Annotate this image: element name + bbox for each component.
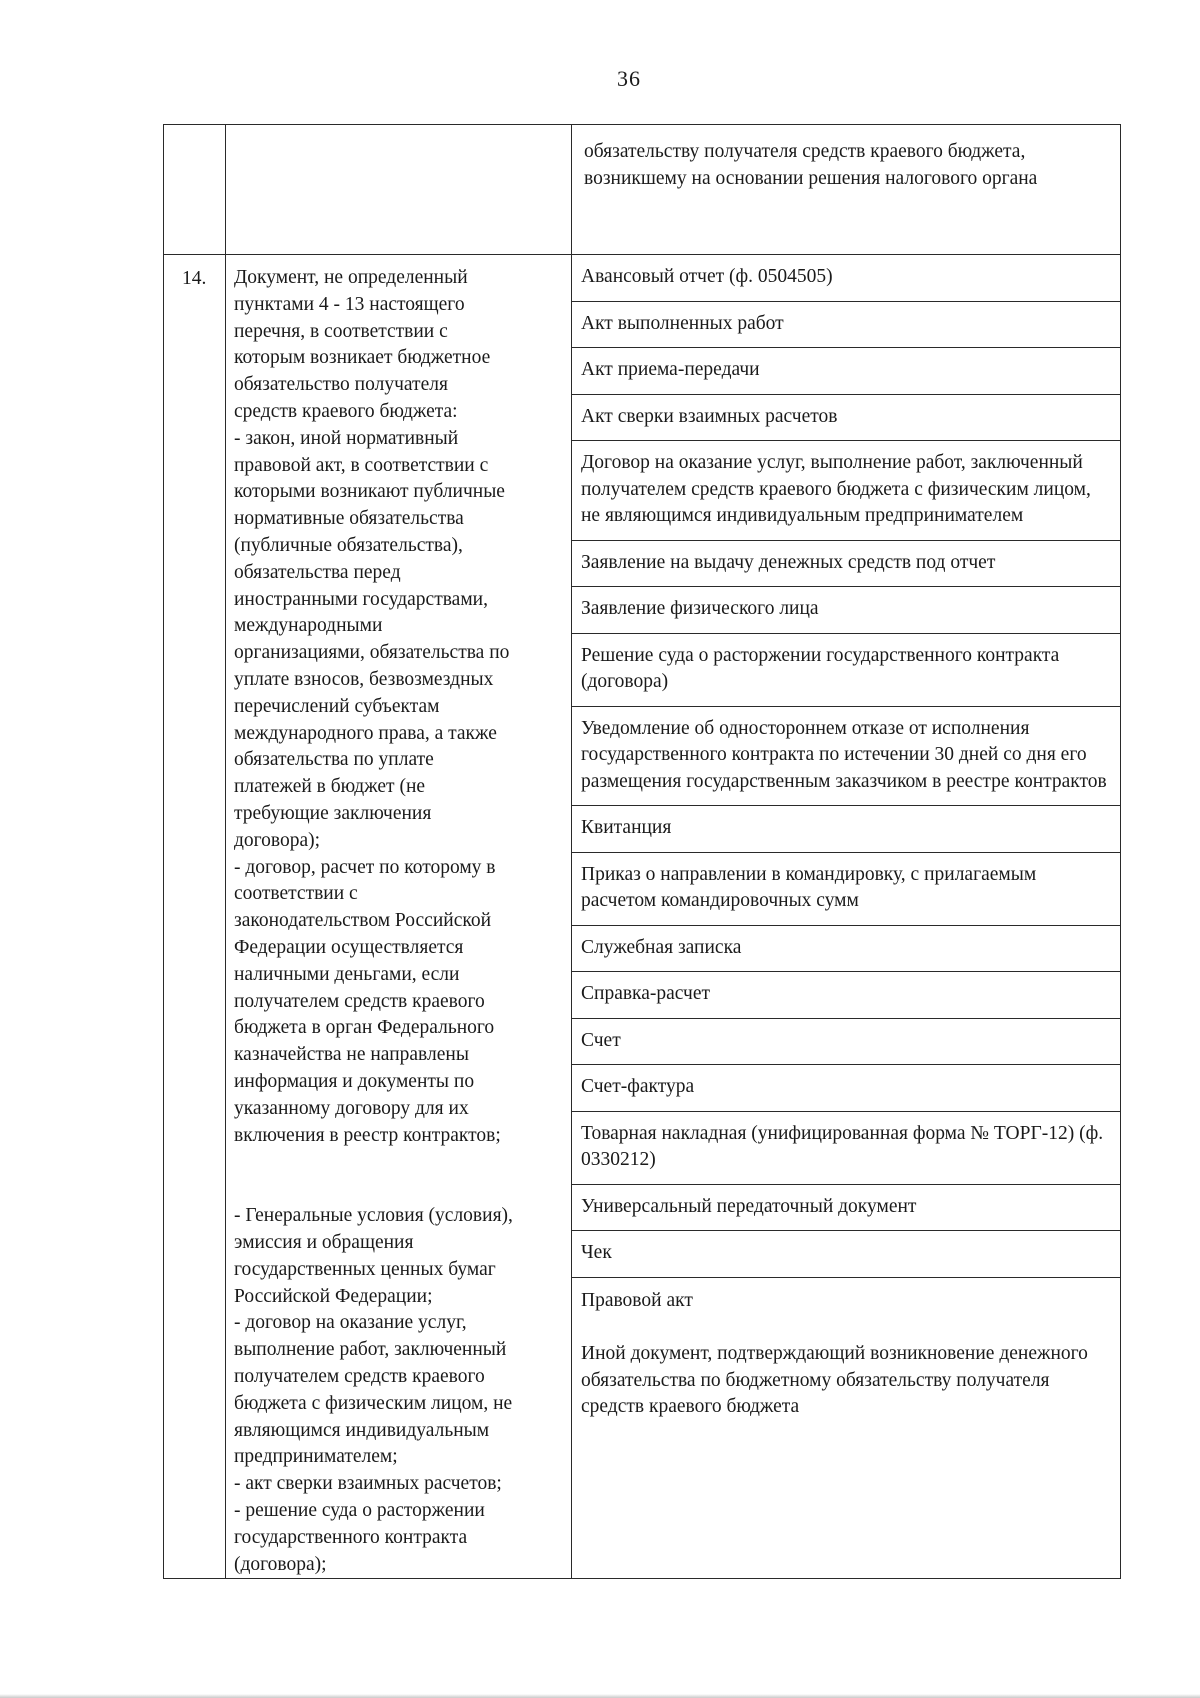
document-item: Акт приема-передачи xyxy=(572,348,1120,395)
document-item: Уведомление об одностороннем отказе от исполнения государственного контракта по истечении 30 дней со дня его размещения государственным заказчиком в реестре контрактов xyxy=(572,707,1120,807)
continuation-documents-cell xyxy=(572,125,1121,255)
document-item: Счет-фактура xyxy=(572,1065,1120,1112)
table-row-14 xyxy=(164,255,1121,1579)
row-description-part-1: Документ, не определенный пунктами 4 - 13 настоящего перечня, в соответствии с которым возникает бюджетное обязательство получателя средств краевого бюджета: - закон, иной нормативный правовой акт, в соответствии с которыми возникают публичные нормативные обязательства (публичные обязательства), обязательства перед иностранными государствами, международными организациями, обязательства по уплате взносов, безвозмездных перечислений субъектам международного права, а также обязательства по уплате платежей в бюджет (не требующие заключения договора); - договор, расчет по которому в соответствии с законодательством Российской Федерации осуществляется наличными деньгами, если получателем средств краевого бюджета в орган Федерального казначейства не направлены информация и документы по указанному договору для их включения в реестр контрактов; xyxy=(234,267,510,1146)
documents-table xyxy=(163,124,1121,1579)
document-item: Товарная накладная (унифицированная форма № ТОРГ-12) (ф. 0330212) xyxy=(572,1112,1120,1185)
document-item: Служебная записка xyxy=(572,926,1120,973)
continuation-row xyxy=(164,125,1121,255)
document-item: Справка-расчет xyxy=(572,972,1120,1019)
document-item: Чек xyxy=(572,1231,1120,1278)
document-item: Акт сверки взаимных расчетов xyxy=(572,395,1120,442)
document-item: Счет xyxy=(572,1019,1120,1066)
document-item: Акт выполненных работ xyxy=(572,302,1120,349)
row-description-cell xyxy=(226,255,572,1579)
page-number: 36 xyxy=(617,66,641,91)
legal-act-item: Правовой акт xyxy=(581,1289,693,1311)
scan-bottom-edge xyxy=(0,1694,1200,1698)
continuation-description-cell xyxy=(226,125,572,255)
row-description-part-2: - Генеральные условия (условия), эмиссия и обращения государственных ценных бумаг Российской Федерации; - договор на оказание услуг, выполнение работ, заключенный получателем средств краевого бюджета с физическим лицом, не являющимся индивидуальным предпринимателем; - акт сверки взаимных расчетов; - решение суда о расторжении государственного контракта (договора); xyxy=(234,1205,513,1575)
document-item: Заявление на выдачу денежных средств под отчет xyxy=(572,541,1120,588)
final-documents xyxy=(572,1278,1120,1421)
document-item: Договор на оказание услуг, выполнение работ, заключенный получателем средств краевого бюджета с физическим лицом, не являющимся индивидуальным предпринимателем xyxy=(572,441,1120,541)
document-item: Авансовый отчет (ф. 0504505) xyxy=(572,255,1120,302)
row-number: 14. xyxy=(164,255,226,1579)
document-item: Заявление физического лица xyxy=(572,587,1120,634)
continuation-number-cell xyxy=(164,125,226,255)
document-item: Универсальный передаточный документ xyxy=(572,1185,1120,1232)
document-item: Квитанция xyxy=(572,806,1120,853)
document-item: Приказ о направлении в командировку, с прилагаемым расчетом командировочных сумм xyxy=(572,853,1120,926)
other-document-item: Иной документ, подтверждающий возникновение денежного обязательства по бюджетному обязательству получателя средств краевого бюджета xyxy=(581,1343,1088,1417)
continuation-text: обязательству получателя средств краевого бюджета, возникшему на основании решения налогового органа xyxy=(584,141,1038,189)
row-documents-cell xyxy=(572,255,1121,1579)
document-item: Решение суда о расторжении государственного контракта (договора) xyxy=(572,634,1120,707)
